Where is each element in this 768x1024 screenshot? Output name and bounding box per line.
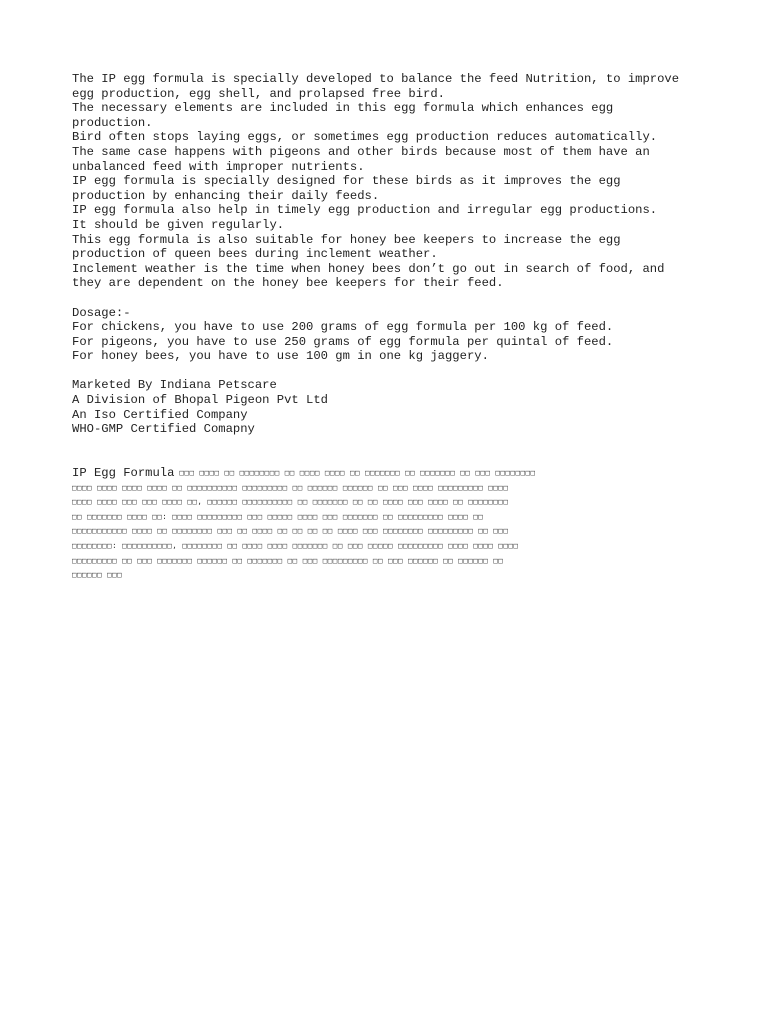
spacer <box>72 291 712 306</box>
intro-line: production by enhancing their daily feeds. <box>72 188 380 203</box>
intro-line: The same case happens with pigeons and other birds because most of them have an <box>72 144 650 159</box>
dosage-heading: Dosage:- <box>72 305 131 320</box>
intro-line: The IP egg formula is specially developed to balance the feed Nutrition, to improve <box>72 72 680 86</box>
hindi-text: □□□□ □□□□ □□□ □□□ □□□□ □□, □□□□□□ □□□□□□□□□□ □□ □□□□□□□ □□ □□ □□□□ □□□ □□□□ □□ □□□□□□□□ <box>72 497 509 507</box>
marketing-line: An Iso Certified Company <box>72 407 248 422</box>
intro-line: This egg formula is also suitable for honey bee keepers to increase the egg <box>72 232 621 247</box>
intro-section <box>72 72 712 291</box>
hindi-line <box>72 481 712 496</box>
hindi-lead: IP Egg Formula <box>72 466 175 481</box>
intro-line: they are dependent on the honey bee keepers for their feed. <box>72 276 504 291</box>
intro-line: egg production, egg shell, and prolapsed free bird. <box>72 86 445 101</box>
intro-line: IP egg formula also help in timely egg production and irregular egg productions. <box>72 203 658 218</box>
hindi-line <box>72 539 712 554</box>
spacer <box>72 437 712 466</box>
hindi-line <box>72 554 712 569</box>
hindi-text: □□□□□□□□□□□ □□□□ □□ □□□□□□□□ □□□ □□ □□□□ □□ □□ □□ □□ □□□□ □□□ □□□□□□□□ □□□□□□□□□ □□ □□□ <box>72 526 509 536</box>
dosage-line: For pigeons, you have to use 250 grams of egg formula per quintal of feed. <box>72 334 614 349</box>
intro-line: Bird often stops laying eggs, or sometimes egg production reduces automatically. <box>72 130 658 145</box>
dosage-section <box>72 306 712 364</box>
hindi-text: □□□□□□□□: □□□□□□□□□□, □□□□□□□□ □□ □□□□ □□□□ □□□□□□□ □□ □□□ □□□□□ □□□□□□□□□ □□□□ □□□□ □□□□ <box>72 541 519 550</box>
intro-line: unbalanced feed with improper nutrients. <box>72 159 365 174</box>
dosage-line: For chickens, you have to use 200 grams of egg formula per 100 kg of feed. <box>72 320 614 335</box>
hindi-line <box>72 510 712 525</box>
hindi-text: □□□□□□□□□ □□ □□□ □□□□□□□ □□□□□□ □□ □□□□□□□ □□ □□□ □□□□□□□□□ □□ □□□ □□□□□□ □□ □□□□□□ □□ <box>72 555 504 565</box>
hindi-text: □□ □□□□□□□ □□□□ □□: □□□□ □□□□□□□□□ □□□ □□□□□ □□□□ □□□ □□□□□□□ □□ □□□□□□□□□ □□□□ □□ <box>72 511 484 521</box>
intro-line: production of queen bees during inclement weather. <box>72 247 438 262</box>
intro-line: Inclement weather is the time when honey bees don’t go out in search of food, and <box>72 261 665 276</box>
marketing-line: A Division of Bhopal Pigeon Pvt Ltd <box>72 393 328 408</box>
intro-line: It should be given regularly. <box>72 217 285 232</box>
marketing-line: WHO-GMP Certified Comapny <box>72 422 255 437</box>
spacer <box>72 364 712 379</box>
hindi-line <box>72 466 712 481</box>
hindi-line <box>72 524 712 539</box>
dosage-line: For honey bees, you have to use 100 gm in one kg jaggery. <box>72 349 489 364</box>
hindi-line <box>72 568 712 583</box>
marketing-line: Marketed By Indiana Petscare <box>72 378 277 393</box>
hindi-text: □□□ □□□□ □□ □□□□□□□□ □□ □□□□ □□□□ □□ □□□□□□□ □□ □□□□□□□ □□ □□□ □□□□□□□□ <box>174 468 536 478</box>
intro-line: IP egg formula is specially designed for these birds as it improves the egg <box>72 174 621 189</box>
hindi-line <box>72 495 712 510</box>
document-page <box>72 72 712 583</box>
hindi-text: □□□□□□ □□□ <box>72 570 123 580</box>
hindi-section <box>72 466 712 583</box>
intro-line: production. <box>72 115 153 130</box>
marketing-section <box>72 378 712 436</box>
hindi-text: □□□□ □□□□ □□□□ □□□□ □□ □□□□□□□□□□ □□□□□□□□□ □□ □□□□□□ □□□□□□ □□ □□□ □□□□ □□□□□□□□□ □□□□ <box>72 482 509 492</box>
intro-line: The necessary elements are included in this egg formula which enhances egg <box>72 101 614 116</box>
